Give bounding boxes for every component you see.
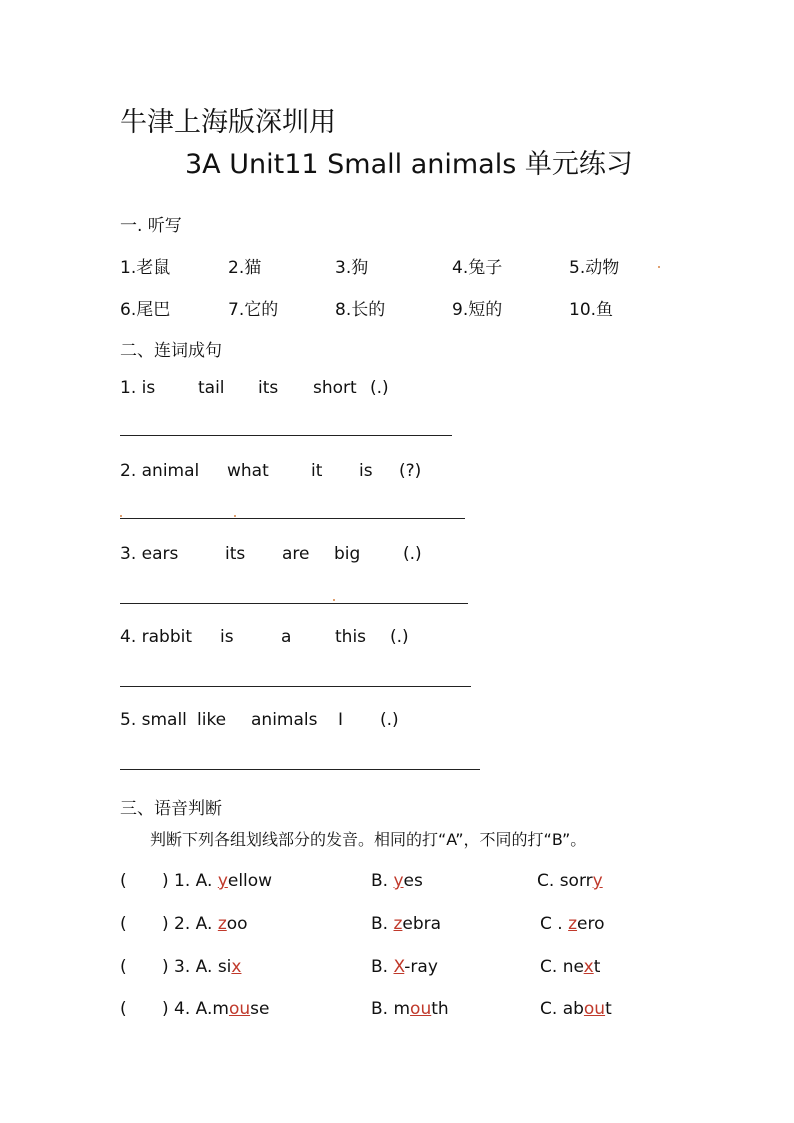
underlined-sound: y (592, 871, 603, 891)
answer-line[interactable] (120, 435, 452, 436)
question-number: 1. is (120, 378, 156, 398)
option-c: C. about (540, 999, 612, 1019)
word: I (338, 710, 344, 730)
word: big (334, 544, 361, 564)
word: are (282, 544, 310, 564)
phonics-row-3: ) 3. A. six (162, 957, 242, 977)
answer-line[interactable] (120, 603, 468, 604)
punctuation-hint: (.) (370, 378, 389, 398)
punctuation-hint: (.) (390, 627, 409, 647)
section1-heading: 一. 听写 (120, 216, 182, 236)
word: like (197, 710, 227, 730)
underlined-sound: ou (410, 999, 432, 1019)
answer-line[interactable] (120, 518, 465, 519)
word: a (281, 627, 292, 647)
word: this (335, 627, 367, 647)
word: what (227, 461, 269, 481)
scan-speck (333, 599, 335, 601)
option-c: C. sorry (537, 871, 603, 891)
dictation-item: 8.长的 (335, 300, 386, 320)
dictation-item: 4.兔子 (452, 258, 503, 278)
page-title: 牛津上海版深圳用 (120, 107, 336, 138)
answer-line[interactable] (120, 686, 471, 687)
underlined-sound: x (231, 957, 242, 977)
dictation-item: 10.鱼 (569, 300, 614, 320)
punctuation-hint: (.) (380, 710, 399, 730)
word: it (311, 461, 323, 481)
section2-heading: 二、连词成句 (120, 341, 222, 361)
question-number: 3. ears (120, 544, 179, 564)
underlined-sound: z (568, 914, 578, 934)
word: short (313, 378, 357, 398)
scan-speck (658, 266, 660, 268)
answer-bracket[interactable]: ( (120, 999, 127, 1019)
dictation-item: 5.动物 (569, 258, 620, 278)
answer-line[interactable] (120, 769, 480, 770)
word: is (359, 461, 373, 481)
word: animals (251, 710, 318, 730)
dictation-item: 1.老鼠 (120, 258, 171, 278)
punctuation-hint: (?) (399, 461, 422, 481)
dictation-item: 2.猫 (228, 258, 262, 278)
underlined-sound: ou (228, 999, 251, 1019)
answer-bracket[interactable]: ( (120, 914, 127, 934)
option-c: C . zero (540, 914, 605, 934)
option-c: C. next (540, 957, 601, 977)
underlined-sound: x (583, 957, 594, 977)
dictation-item: 9.短的 (452, 300, 503, 320)
dictation-item: 7.它的 (228, 300, 279, 320)
word: is (220, 627, 234, 647)
word: its (225, 544, 246, 564)
dictation-item: 6.尾巴 (120, 300, 171, 320)
underlined-sound: X (393, 957, 405, 977)
underlined-sound: z (217, 914, 227, 934)
option-b: B. mouth (371, 999, 449, 1019)
option-b: B. X-ray (371, 957, 438, 977)
scan-speck (120, 515, 122, 517)
section3-instruction: 判断下列各组划线部分的发音。相同的打“A”，不同的打“B”。 (150, 830, 587, 849)
section3-heading: 三、语音判断 (120, 799, 222, 819)
underlined-sound: ou (583, 999, 606, 1019)
phonics-row-4: ) 4. A.mouse (162, 999, 270, 1019)
punctuation-hint: (.) (403, 544, 422, 564)
option-b: B. zebra (371, 914, 442, 934)
phonics-row-1: ) 1. A. yellow (162, 871, 273, 891)
page-subtitle: 3A Unit11 Small animals 单元练习 (185, 149, 633, 180)
word: its (258, 378, 279, 398)
question-number: 4. rabbit (120, 627, 193, 647)
underlined-sound: y (393, 871, 404, 891)
option-b: B. yes (371, 871, 423, 891)
underlined-sound: y (217, 871, 228, 891)
answer-bracket[interactable]: ( (120, 957, 127, 977)
question-number: 2. animal (120, 461, 200, 481)
question-number: 5. small (120, 710, 187, 730)
underlined-sound: z (393, 914, 403, 934)
answer-bracket[interactable]: ( (120, 871, 127, 891)
dictation-item: 3.狗 (335, 258, 369, 278)
word: tail (198, 378, 225, 398)
scan-speck (234, 515, 236, 517)
phonics-row-2: ) 2. A. zoo (162, 914, 248, 934)
